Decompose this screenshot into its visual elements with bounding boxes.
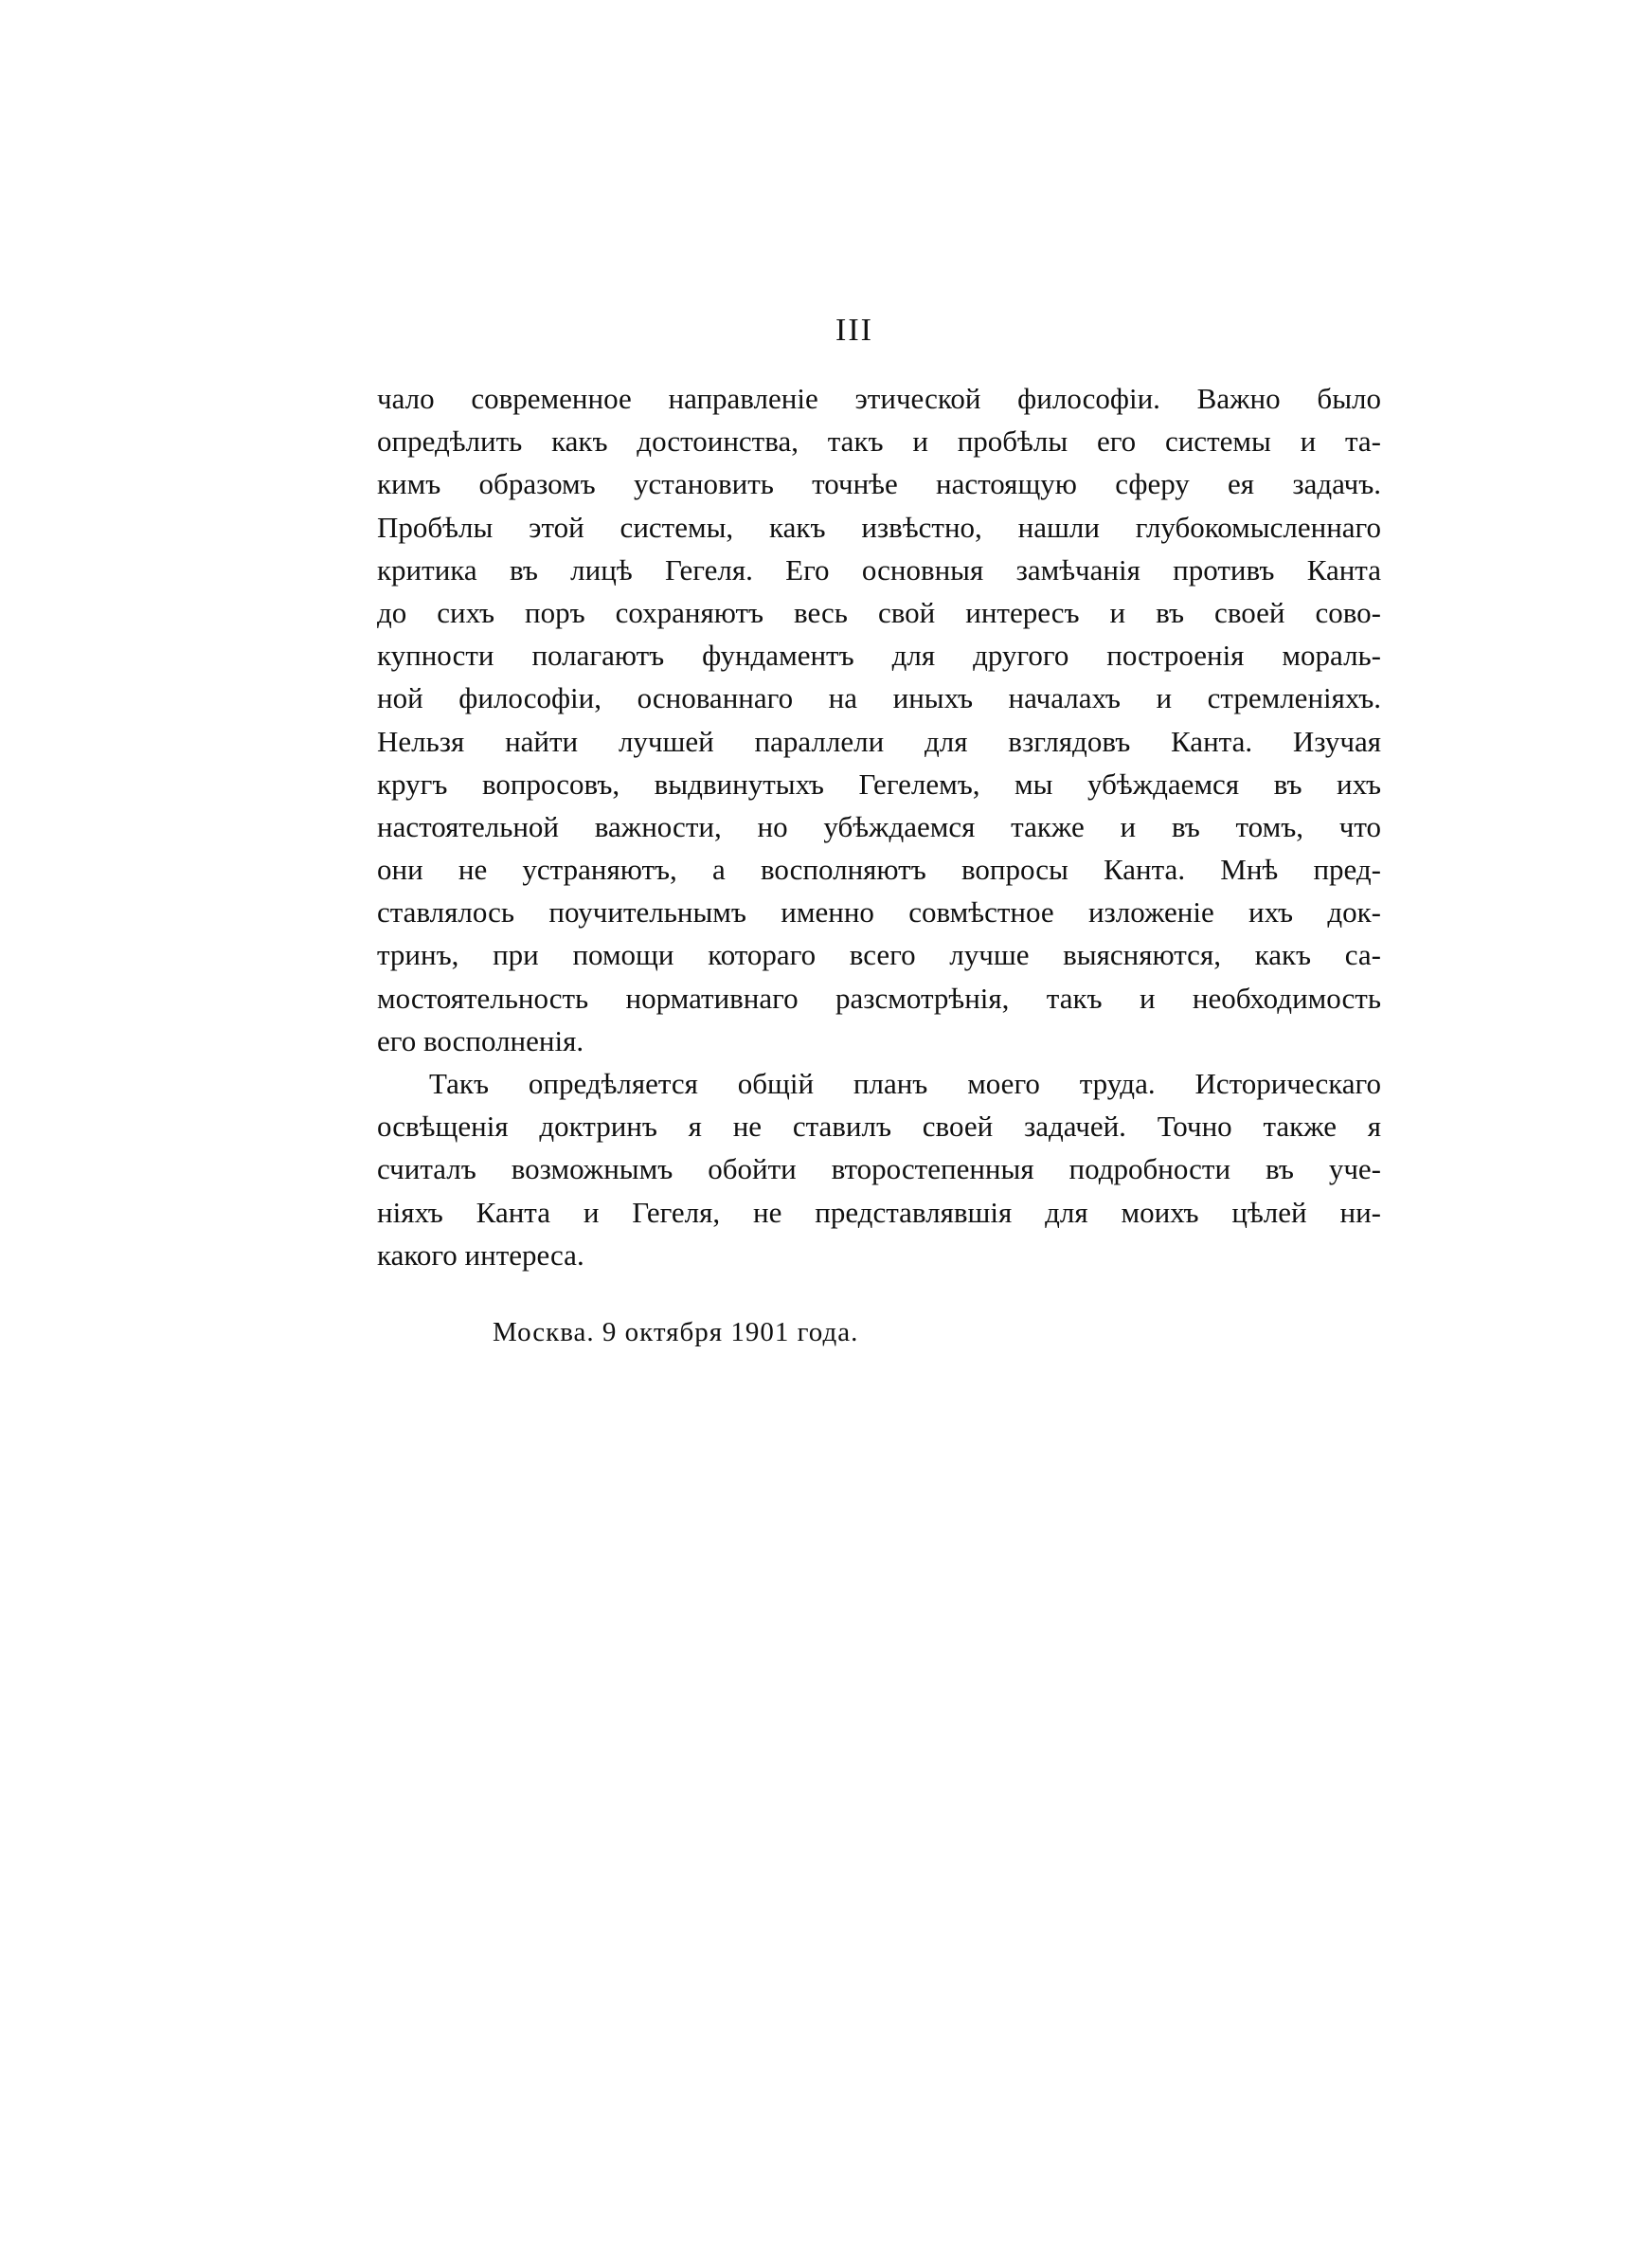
text-line: кругъ вопросовъ, выдвинутыхъ Гегелемъ, мы убѣждаемся въ ихъ: [377, 767, 1381, 801]
text-line: Пробѣлы этой системы, какъ извѣстно, нашли глубокомысленнаго: [377, 510, 1381, 544]
text-line: считалъ возможнымъ обойти второстепенныя подробности въ уче-: [377, 1152, 1381, 1186]
text-line: ной философіи, основаннаго на иныхъ началахъ и стремленіяхъ.: [377, 681, 1381, 715]
text-line: тринъ, при помощи котораго всего лучше выясняются, какъ са-: [377, 938, 1381, 972]
text-line: они не устраняютъ, а восполняютъ вопросы Канта. Мнѣ пред-: [377, 853, 1381, 887]
text-line: освѣщенія доктринъ я не ставилъ своей задачей. Точно также я: [377, 1110, 1381, 1144]
text-line: ніяхъ Канта и Гегеля, не представлявшія для моихъ цѣлей ни-: [377, 1195, 1381, 1229]
text-line: ставлялось поучительнымъ именно совмѣстное изложеніе ихъ док-: [377, 895, 1381, 930]
text-line: до сихъ поръ сохраняютъ весь свой интересъ и въ своей сово-: [377, 595, 1381, 629]
dateline: Москва. 9 октября 1901 года.: [493, 1317, 859, 1347]
text-line: его восполненія.: [377, 1023, 584, 1057]
text-line: настоятельной важности, но убѣждаемся также и въ томъ, что: [377, 809, 1381, 843]
text-line: Нельзя найти лучшей параллели для взглядовъ Канта. Изучая: [377, 724, 1381, 758]
text-line: чало современное направленіе этической философіи. Важно было: [377, 382, 1381, 415]
text-line: какого интереса.: [377, 1237, 584, 1272]
text-line: Такъ опредѣляется общій планъ моего труда. Историческаго: [429, 1067, 1381, 1100]
paragraph-2: [377, 1062, 1381, 1276]
text-line: кимъ образомъ установить точнѣе настоящую сферу ея задачъ.: [377, 467, 1381, 501]
paragraph-1: [377, 377, 1381, 1062]
text-line: опредѣлить какъ достоинства, такъ и пробѣлы его системы и та-: [377, 424, 1381, 459]
body-text: [377, 377, 1381, 1276]
text-line: купности полагаютъ фундаментъ для другого построенія мораль-: [377, 639, 1381, 673]
text-line: критика въ лицѣ Гегеля. Его основныя замѣчанія противъ Канта: [377, 552, 1381, 587]
page-number: III: [835, 313, 873, 348]
text-line: мостоятельность нормативнаго разсмотрѣнія, такъ и необходимость: [377, 981, 1381, 1015]
